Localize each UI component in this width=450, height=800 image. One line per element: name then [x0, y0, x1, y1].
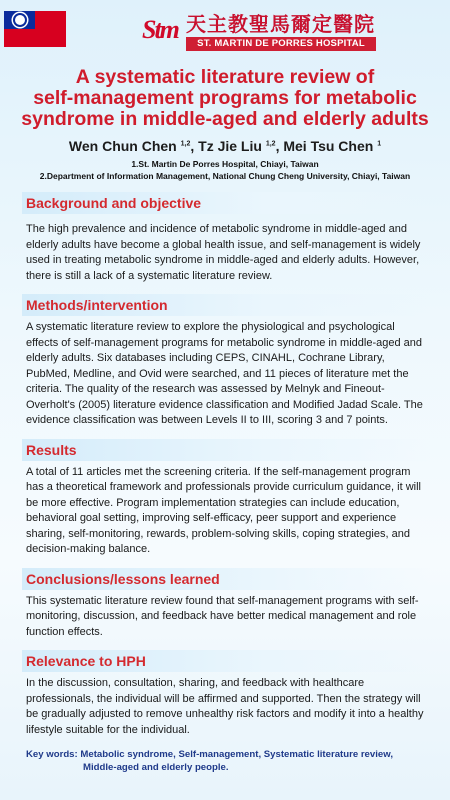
section-body: The high prevalence and incidence of metabolic syndrome in middle-aged and elderly adults have become a global health issue, and self-management is widely used in treating metabolic syndrome in middle-aged and elderly adults. However, there is still a lack of a systematic literature review.	[26, 223, 421, 282]
section-body: A total of 11 articles met the screening criteria. If the self-management program has a theoretical framework and professionals provide curriculum guidance, it will be more effective. Program implementation strategies can include education, behavioral goal setting, improving self-efficacy, peer support and experience sharing, self-monitoring, rewards, problem-solving skills, coping strategies, and decision-making balance.	[26, 465, 421, 555]
affiliations	[0, 158, 450, 182]
author-name: Tz Jie Liu	[198, 138, 262, 154]
title-line: self-management programs for metabolic	[33, 87, 417, 109]
hospital-name-english: ST. MARTIN DE PORRES HOSPITAL	[186, 37, 376, 51]
section-heading: Methods/intervention	[22, 294, 430, 316]
keywords	[26, 748, 428, 774]
section-results	[0, 439, 450, 558]
affiliation-line: 2.Department of Information Management, National Chung Cheng University, Chiayi, Taiwan	[39, 171, 411, 181]
section-relevance	[0, 650, 450, 738]
title-line: syndrome in middle-aged and elderly adults	[21, 108, 429, 130]
section-heading: Background and objective	[22, 192, 430, 214]
poster-header	[0, 0, 450, 56]
section-heading: Conclusions/lessons learned	[22, 568, 430, 590]
taiwan-flag-icon	[4, 11, 66, 47]
section-heading: Relevance to HPH	[22, 650, 430, 672]
author-affiliation-mark: 1,2	[180, 140, 191, 148]
author-affiliation-mark: 1	[377, 140, 382, 148]
section-background	[0, 192, 450, 284]
section-heading: Results	[22, 439, 430, 461]
section-body: In the discussion, consultation, sharing, and feedback with healthcare professionals, the individual will be affirmed and supported. Then the strategy will be gradually adjusted to remove unhealthy risk factors and modify it into a healthy lifestyle suitable for the individual.	[26, 677, 424, 736]
author-affiliation-mark: 1,2	[265, 140, 276, 148]
hospital-name-chinese: 天主教聖馬爾定醫院	[186, 12, 375, 36]
title-line: A systematic literature review of	[75, 66, 375, 88]
author-name: Mei Tsu Chen	[283, 138, 374, 154]
section-body: This systematic literature review found that self-management programs with self-monitoring, discussion, and feedback have better medical management and role function effects.	[26, 594, 419, 638]
authors-line: Wen Chun Chen $^{1,2}$, Tz Jie Liu $^{1,2}$, Mei Tsu Chen $^1$	[68, 138, 382, 154]
hospital-logo-mark: Stm	[142, 15, 178, 44]
keywords-line: Middle-aged and elderly people.	[83, 762, 229, 773]
affiliation-line: 1.St. Martin De Porres Hospital, Chiayi, Taiwan	[131, 159, 319, 169]
section-conclusions	[0, 568, 450, 641]
author-name: Wen Chun Chen	[68, 138, 177, 154]
hospital-logo	[142, 8, 442, 54]
section-body: A systematic literature review to explore the physiological and psychological effects of self-management programs for metabolic syndrome in middle-aged and elderly adults. Six databases including CEPS, CINAHL, Cochrane Library, PubMed, Medline, and Ovid were searched, and 11 pieces of literature met the criteria. The quality of the research was assessed by Melnyk and Fineout-Overholt's (2005) literature evidence classification and Modified Jadad Scale. The evidence classification was between Levels II to III, scoring 3 and 7 points.	[26, 321, 423, 426]
keywords-line: Key words: Metabolic syndrome, Self-management, Systematic literature review,	[26, 749, 393, 760]
section-methods	[0, 294, 450, 429]
poster-title	[0, 67, 450, 130]
